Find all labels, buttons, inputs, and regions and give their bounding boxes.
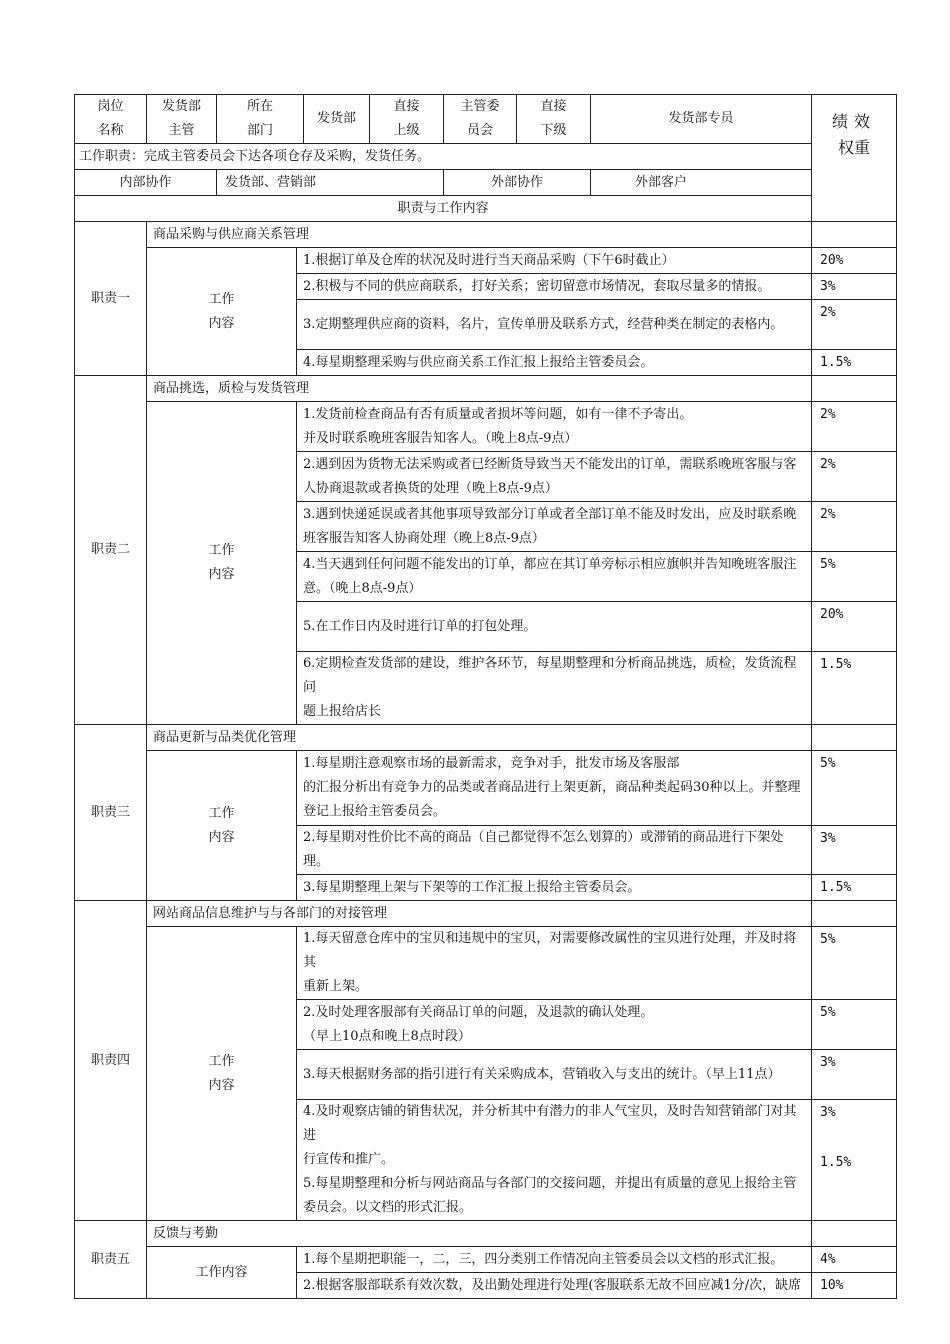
duty-title: 商品挑选，质检与发货管理: [147, 376, 812, 402]
duty-item-line: 4.及时观察店铺的销售状况，并分析其中有潜力的非人气宝贝，及时告知营销部门对其进: [303, 1104, 797, 1143]
duty-item-line: 1.发货前检查商品有否有质量或者损坏等问题，如有一律不予寄出。: [303, 406, 693, 422]
duty-title: 商品更新与品类优化管理: [147, 725, 812, 751]
table-row: [75, 196, 897, 222]
duty-item-line: 班客服告知客人协商处理（晚上8点-9点）: [303, 530, 545, 546]
duty-item: [297, 274, 812, 300]
duty-item: [297, 248, 812, 274]
dept-label-line: 所在: [246, 99, 273, 114]
duty-item-line: 3.每天根据财务部的指引进行有关采购成本，营销收入与支出的统计。（早上11点）: [303, 1066, 781, 1082]
duty-item-line: 行宣传和推广。: [303, 1152, 395, 1167]
duty-title: 反馈与考勤: [147, 1221, 812, 1247]
duty-item: [297, 826, 812, 875]
duty-item-line: 2.积极与不同的供应商联系，打好关系；密切留意市场情况，套取尽量多的情报。: [303, 278, 771, 294]
table-row: [75, 725, 897, 751]
duty-item-line: 人协商退款或者换货的处理（晚上8点-9点）: [303, 480, 558, 496]
duty-name: 职责三: [75, 725, 147, 901]
item-weight-value: 3%: [820, 1105, 836, 1120]
item-weight: 2%: [812, 402, 897, 452]
job-table: [74, 94, 897, 1299]
duty-name: 职责一: [75, 222, 147, 376]
item-weight: 20%: [812, 248, 897, 274]
duty-item: [297, 502, 812, 552]
table-row: [75, 751, 897, 826]
superior-label-line: 直接: [393, 99, 420, 114]
duty-item: [297, 1273, 812, 1299]
item-weight: 20%: [812, 602, 897, 652]
duty-title: 网站商品信息维护与与各部门的对接管理: [147, 901, 812, 927]
table-row: [75, 927, 897, 1000]
duty-item-line: 重新上架。: [303, 979, 369, 994]
table-row: [75, 402, 897, 452]
subordinate-label-line: 直接: [540, 99, 567, 114]
work-content-label-line: 内容: [208, 829, 235, 845]
item-weight: 2%: [812, 452, 897, 502]
item-weight: 1.5%: [812, 652, 897, 725]
work-content-label-line: 内容: [208, 315, 235, 331]
work-content-label-line: 内容: [208, 567, 235, 582]
post-label-line: 岗位: [97, 99, 124, 114]
duty-title-weight: [812, 725, 897, 751]
table-row: [75, 376, 897, 402]
duty-item-line: 2.及时处理客服部有关商品订单的问题，及退款的确认处理。: [303, 1004, 654, 1020]
duty-title: 商品采购与供应商关系管理: [147, 222, 812, 248]
item-weight: 5%: [812, 927, 897, 1000]
superior-value: [444, 95, 517, 144]
table-row: [75, 95, 897, 144]
post-value: [147, 95, 217, 144]
duty-item: [297, 751, 812, 826]
item-weight: 3%: [812, 1050, 897, 1100]
duty-item: [297, 1100, 812, 1221]
item-weight: 3%: [812, 274, 897, 300]
item-weight: 2%: [812, 502, 897, 552]
duty-item-line: 的汇报分析出有竞争力的品类或者商品进行上架更新，商品种类起码30种以上。并整理: [303, 780, 801, 795]
work-content-label: [147, 927, 297, 1221]
item-weight: 5%: [812, 552, 897, 602]
item-weight: 1.5%: [812, 875, 897, 901]
duty-item: [297, 350, 812, 376]
item-weight: 3%: [812, 826, 897, 875]
superior-label: [370, 95, 444, 144]
duty-item: [297, 1050, 812, 1100]
duty-item: [297, 300, 812, 350]
table-row: [75, 248, 897, 274]
post-value-line: 主管: [168, 123, 195, 138]
item-weight: 1.5%: [812, 350, 897, 376]
duty-item-line: 3.遇到快递延误或者其他事项导致部分订单或者全部订单不能及时发出，应及时联系晚: [303, 506, 797, 522]
duty-item-line: 并及时联系晚班客服告知客人。（晚上8点-9点）: [303, 430, 578, 446]
duty-item-line: 委员会。以文档的形式汇报。: [303, 1200, 473, 1215]
duty-item-line: 6.定期检查发货部的建设，维护各环节，每星期整理和分析商品挑选，质检，发货流程问: [303, 656, 797, 695]
duty-item: [297, 1247, 812, 1273]
weight-header-line: 绩效: [832, 112, 877, 131]
duty-item: [297, 652, 812, 725]
internal-coop-label: 内部协作: [75, 170, 217, 196]
weight-header-line: 权重: [838, 138, 871, 157]
duty-item: [297, 402, 812, 452]
item-weight: 4%: [812, 1247, 897, 1273]
duty-item-line: 5.每星期整理和分析与网站商品与各部门的交接问题，并提出有质量的意见上报给主管: [303, 1176, 797, 1191]
dept-label: [217, 95, 304, 144]
subordinate-label: [517, 95, 591, 144]
dept-label-line: 部门: [246, 123, 273, 138]
subordinate-value: 发货部专员: [591, 95, 812, 144]
duty-item-line: 1.每天留意仓库中的宝贝和违规中的宝贝，对需要修改属性的宝贝进行处理，并及时将其: [303, 931, 797, 970]
duty-title-weight: [812, 222, 897, 248]
duty-item: [297, 602, 812, 652]
duty-item-line: 2.每星期对性价比不高的商品（自己都觉得不怎么划算的）或滞销的商品进行下架处理。: [303, 830, 784, 869]
duty-item: [297, 452, 812, 502]
superior-label-line: 上级: [393, 123, 420, 138]
post-value-line: 发货部: [161, 99, 201, 114]
duty-item-line: 1.根据订单及仓库的状况及时进行当天商品采购（下午6时截止）: [303, 252, 675, 268]
duty-item-line: 意。（晚上8点-9点）: [303, 580, 422, 596]
duty-item-line: 4.每星期整理采购与供应商关系工作汇报上报给主管委员会。: [303, 354, 654, 370]
duty-line: 工作职责：完成主管委员会下达各项仓存及采购，发货任务。: [75, 144, 812, 170]
item-weight: 10%: [812, 1273, 897, 1299]
work-content-label-line: 工作: [208, 1053, 235, 1069]
duty-item-line: 1.每星期注意观察市场的最新需求，竞争对手，批发市场及客服部: [303, 756, 680, 771]
duty-item-line: 题上报给店长: [303, 704, 382, 719]
internal-coop-value: 发货部、营销部: [217, 170, 444, 196]
duty-item-line: 4.当天遇到任何问题不能发出的订单，都应在其订单旁标示相应旗帜并告知晚班客服注: [303, 556, 797, 572]
work-content-label-line: 工作: [208, 291, 235, 307]
item-weight-value: 1.5%: [820, 1155, 852, 1170]
external-coop-label: 外部协作: [444, 170, 591, 196]
dept-value: 发货部: [304, 95, 370, 144]
superior-value-line: 主管委: [460, 99, 500, 114]
duty-item-line: 5.在工作日内及时进行订单的打包处理。: [303, 618, 537, 634]
duty-item-line: （早上10点和晚上8点时段）: [303, 1028, 471, 1044]
duty-item-line: 2.遇到因为货物无法采购或者已经断货导致当天不能发出的订单，需联系晚班客服与客: [303, 456, 797, 472]
weight-header: [812, 95, 897, 222]
table-row: [75, 144, 897, 170]
duty-item-line: 登记上报给主管委员会。: [303, 804, 447, 819]
table-row: [75, 901, 897, 927]
table-row: [75, 222, 897, 248]
work-content-label: 工作内容: [147, 1247, 297, 1299]
duty-item: [297, 552, 812, 602]
duty-item-line: 3.每星期整理上架与下架等的工作汇报上报给主管委员会。: [303, 879, 641, 895]
duty-item-line: 1.每个星期把职能一，二，三，四分类别工作情况向主管委员会以文档的形式汇报。: [303, 1251, 784, 1267]
duty-item: [297, 927, 812, 1000]
table-row: [75, 1221, 897, 1247]
duty-title-weight: [812, 901, 897, 927]
subordinate-label-line: 下级: [540, 123, 567, 138]
duty-item: [297, 1000, 812, 1050]
duty-name: 职责四: [75, 901, 147, 1221]
table-row: [75, 170, 897, 196]
work-content-label: [147, 751, 297, 901]
external-coop-value: 外部客户: [591, 170, 812, 196]
work-content-label-line: 内容: [208, 1077, 235, 1093]
work-content-label-line: 工作: [208, 543, 235, 558]
duty-title-weight: [812, 376, 897, 402]
work-content-label-line: 工作: [208, 805, 235, 821]
work-content-label: [147, 402, 297, 725]
work-content-label: [147, 248, 297, 376]
superior-value-line: 员会: [466, 123, 493, 138]
table-row: [75, 1247, 897, 1273]
duty-name: 职责二: [75, 376, 147, 725]
duty-title-weight: [812, 1221, 897, 1247]
duty-item-line: 2.根据客服部联系有效次数，及出勤处理进行处理(客服联系无故不回应减1分/次，缺席: [303, 1277, 802, 1293]
item-weight: 5%: [812, 1000, 897, 1050]
job-description-form: [74, 94, 896, 1299]
post-label: [75, 95, 147, 144]
section-title: 职责与工作内容: [75, 196, 812, 222]
post-label-line: 名称: [97, 123, 124, 138]
item-weight: 2%: [812, 300, 897, 350]
duty-item: [297, 875, 812, 901]
duty-item-line: 3.定期整理供应商的资料，名片，宣传单册及联系方式，经营种类在制定的表格内。: [303, 316, 784, 332]
item-weight: [812, 1100, 897, 1221]
item-weight: 5%: [812, 751, 897, 826]
duty-name: 职责五: [75, 1221, 147, 1299]
